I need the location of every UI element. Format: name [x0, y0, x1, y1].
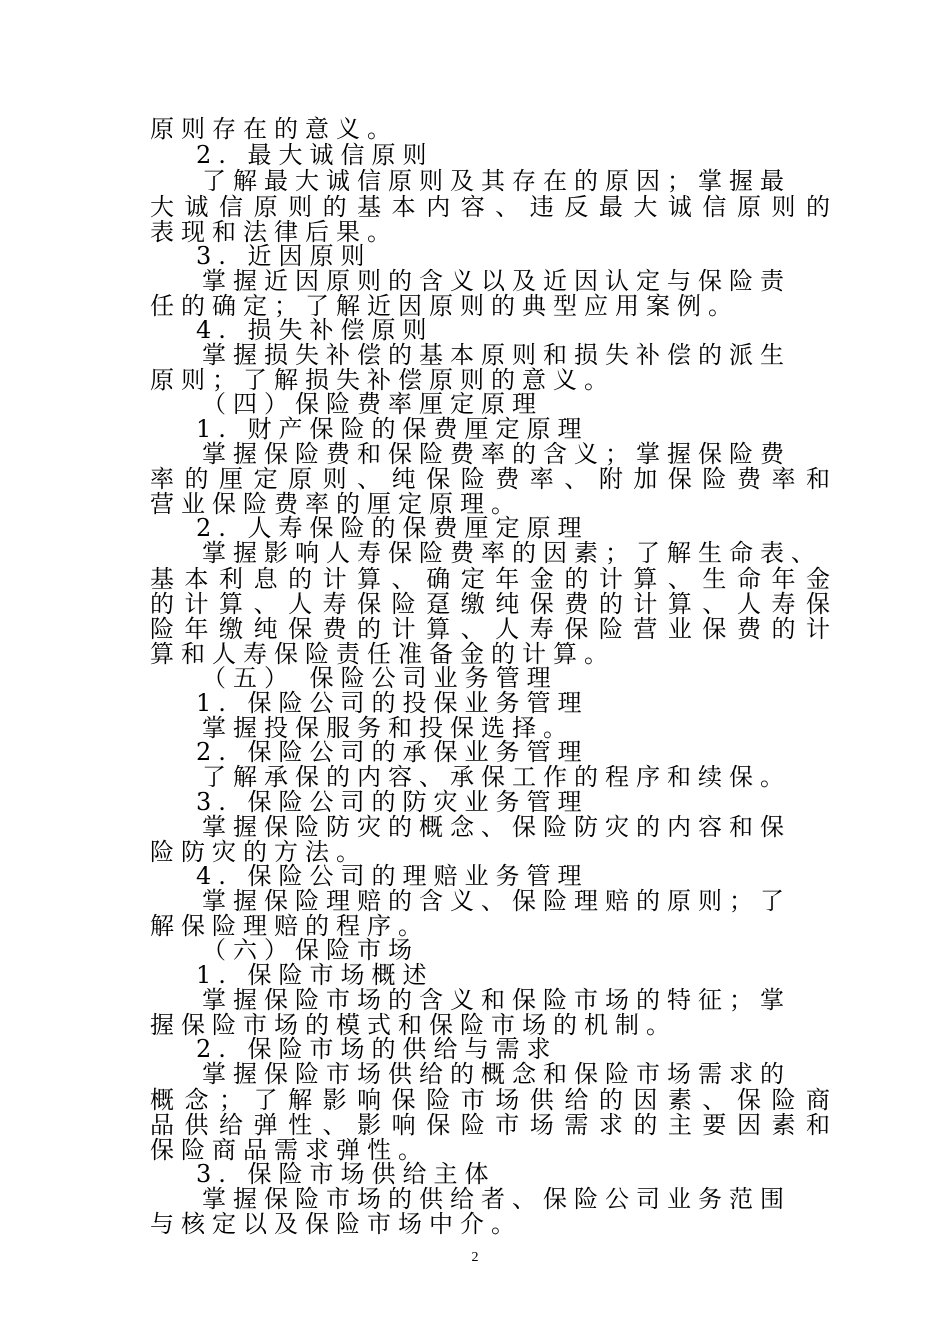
text-line: 掌握保险理赔的含义、保险理赔的原则；了: [202, 887, 791, 915]
text-line: 率的厘定原则、纯保险费率、附加保险费率和: [150, 465, 830, 493]
text-line: 掌握投保服务和投保选择。: [202, 714, 574, 742]
section-heading: 2. 保险公司的承保业务管理: [196, 738, 589, 766]
text-line: 表现和法律后果。: [150, 218, 398, 246]
text-line: 解保险理赔的程序。: [150, 912, 429, 940]
text-line: 营业保险费率的厘定原理。: [150, 490, 522, 518]
section-heading: 1. 保险市场概述: [196, 961, 434, 989]
page-number: 2: [471, 1250, 479, 1265]
text-line: 掌握近因原则的含义以及近因认定与保险责: [202, 267, 791, 295]
text-line: 原则；了解损失补偿原则的意义。: [150, 366, 615, 394]
text-line: 的计算、人寿保险趸缴纯保费的计算、人寿保: [150, 590, 830, 618]
text-line: 险防灾的方法。: [150, 838, 367, 866]
text-line: 品供给弹性、影响保险市场需求的主要因素和: [150, 1111, 830, 1139]
text-line: 握保险市场的模式和保险市场的机制。: [150, 1011, 677, 1039]
text-line: 掌握保险市场的供给者、保险公司业务范围: [202, 1185, 791, 1213]
text-line: 了解最大诚信原则及其存在的原因；掌握最: [202, 167, 791, 195]
section-heading: 2. 人寿保险的保费厘定原理: [196, 514, 589, 542]
section-heading: 2. 最大诚信原则: [196, 141, 434, 169]
section-heading: 3. 近因原则: [196, 242, 372, 270]
chapter-heading: （五） 保险公司业务管理: [202, 664, 558, 692]
text-line: 概念；了解影响保险市场供给的因素、保险商: [150, 1086, 830, 1114]
text-line: 保险商品需求弹性。: [150, 1136, 429, 1164]
section-heading: 4. 损失补偿原则: [196, 316, 434, 344]
text-line: 了解承保的内容、承保工作的程序和续保。: [202, 763, 791, 791]
text-line: 掌握保险费和保险费率的含义；掌握保险费: [202, 440, 791, 468]
text-line: 掌握损失补偿的基本原则和损失补偿的派生: [202, 341, 791, 369]
text-line: 任的确定；了解近因原则的典型应用案例。: [150, 292, 739, 320]
section-heading: 3. 保险市场供给主体: [196, 1160, 496, 1188]
chapter-heading: （四）保险费率厘定原理: [202, 390, 543, 418]
text-line: 原则存在的意义。: [150, 115, 398, 143]
text-line: 掌握影响人寿保险费率的因素；了解生命表、: [202, 539, 822, 567]
section-heading: 1. 财产保险的保费厘定原理: [196, 415, 589, 443]
text-line: 大诚信原则的基本内容、违反最大诚信原则的: [150, 193, 830, 221]
text-line: 基本利息的计算、确定年金的计算、生命年金: [150, 565, 830, 593]
section-heading: 4. 保险公司的理赔业务管理: [196, 862, 589, 890]
section-heading: 1. 保险公司的投保业务管理: [196, 689, 589, 717]
section-heading: 2. 保险市场的供给与需求: [196, 1035, 558, 1063]
text-line: 掌握保险防灾的概念、保险防灾的内容和保: [202, 813, 791, 841]
text-line: 掌握保险市场供给的概念和保险市场需求的: [202, 1060, 791, 1088]
chapter-heading: （六）保险市场: [202, 936, 419, 964]
text-line: 与核定以及保险市场中介。: [150, 1210, 522, 1238]
text-line: 掌握保险市场的含义和保险市场的特征；掌: [202, 986, 791, 1014]
text-line: 险年缴纯保费的计算、人寿保险营业保费的计: [150, 615, 830, 643]
section-heading: 3. 保险公司的防灾业务管理: [196, 788, 589, 816]
text-line: 算和人寿保险责任准备金的计算。: [150, 640, 615, 668]
